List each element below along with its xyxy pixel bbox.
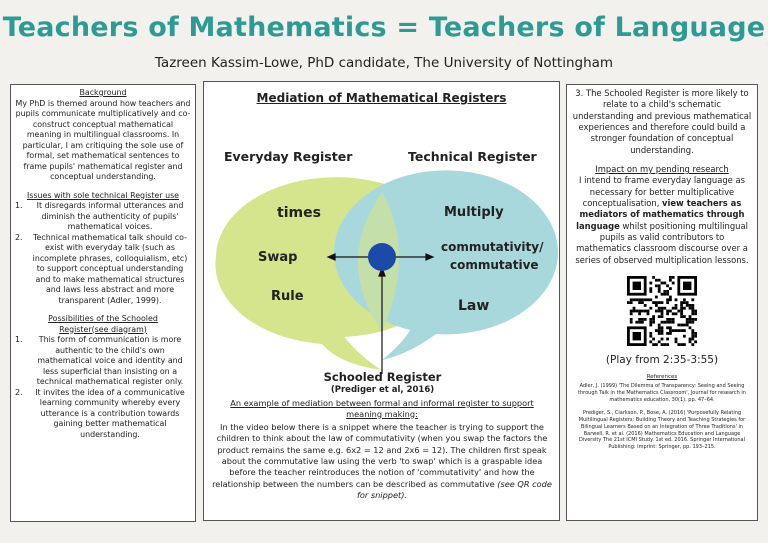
left-panel	[10, 84, 196, 522]
qr-code-graphic	[627, 276, 697, 346]
word-commutativity: commutativity/	[441, 240, 544, 254]
impact-heading: Impact on my pending research	[595, 164, 729, 175]
word-rule: Rule	[271, 289, 304, 304]
qr-code[interactable]	[627, 276, 697, 346]
example-heading: An example of mediation between formal and informal register to support meaning making:	[230, 398, 534, 419]
impact-pre: I intend to frame everyday language as necessary for better multiplicative conceptualisation,	[579, 175, 745, 209]
possibility-item	[15, 388, 191, 441]
word-law: Law	[458, 298, 490, 314]
point-three: 3. The Schooled Register is more likely to relate to a child's schematic understanding and previous mathematical experiences and therefore could build a stronger foundation of conceptual understanding.	[572, 88, 752, 155]
venn-diagram	[204, 82, 561, 392]
impact-text	[572, 175, 752, 266]
issue-text: Technical mathematical talk should co-exist with everyday talk (such as incomplete phrases, colloquialism, etc) to support conceptual understanding and to make mathematical structures and laws less abstract and more transparent (Adler, 1999).	[32, 232, 188, 305]
word-times: times	[277, 205, 321, 221]
schooled-register-label: Schooled Register	[323, 370, 442, 384]
impact-post: whilst positioning multilingual pupils as valid contributors to mathematics classroom discourse over a series of observed multiplication lessons.	[575, 220, 749, 265]
reference-item: Prediger, S., Clarkson, P., Bose, A. (2016) 'Purposefully Relating Multilingual Registers: Building Theory and Teaching Strategies for Bilingual Learners Based on an Integration of Three Traditions' in Barwell, R. et al. (2016) Mathematics Education and Language Diversity The 21st ICMI Study. 1st ed. 2016. Springer International Publishing: Imprint: Springer, pp. 193–215.	[578, 410, 746, 451]
poster-title: Teachers of Mathematics = Teachers of Language	[2, 12, 766, 43]
issue-number: 1.	[15, 201, 23, 210]
right-panel	[566, 84, 758, 521]
possibilities-heading: Possibilities of the Schooled	[48, 314, 158, 323]
issue-text: It disregards informal utterances and diminish the authenticity of pupils' mathematical voices.	[36, 201, 184, 231]
background-text: My PhD is themed around how teachers and pupils communicate multiplicatively and co-construct conceptual mathematical meaning in multilingual classrooms. In particular, I am critiquing the sole use of formal, set mathematical sentences to frame pupils' mathematical register and conceptual understanding.	[15, 98, 191, 181]
poster-subtitle: Tazreen Kassim-Lowe, PhD candidate, The University of Nottingham	[154, 55, 614, 71]
possibility-number: 2.	[15, 387, 23, 397]
schooled-register-citation: (Prediger et al, 2016)	[330, 385, 435, 395]
word-multiply: Multiply	[444, 205, 504, 220]
diagram-title: Mediation of Mathematical Registers	[256, 91, 507, 105]
technical-register-label: Technical Register	[408, 149, 537, 164]
background-heading: Background	[79, 88, 127, 97]
possibility-item	[15, 335, 191, 388]
everyday-register-label: Everyday Register	[224, 149, 353, 164]
possibility-text: It invites the idea of a communicative learning community whereby every utterance is a contribution towards gaining better mathematical understanding.	[35, 387, 185, 439]
issue-number: 2.	[15, 232, 23, 242]
word-commutative: commutative	[450, 258, 539, 272]
middle-panel	[203, 81, 560, 521]
word-swap: Swap	[258, 250, 298, 265]
example-text: In the video below there is a snippet where the teacher is trying to support the children to think about the law of commutativity (when you swap the factors the product remains the same e.g. 6x2 = 12 and 2x6 = 12). The children first speak about the commutative law using the verb 'to swap' which is a graspable idea before the teacher reintroduces the notion of 'commutativity' and how the relationship between the numbers can be described as commutative	[212, 422, 548, 489]
possibility-text: This form of communication is more authentic to the child's own mathematical voice and identity and less superficial than insisting on a technical mathematical register only.	[36, 335, 184, 386]
example-body	[210, 422, 554, 501]
issue-item	[15, 201, 191, 233]
issues-heading: Issues with sole technical Register use	[26, 190, 180, 200]
play-time: (Play from 2:35-3:55)	[605, 354, 719, 367]
centre-dot	[368, 243, 396, 271]
reference-item: Adler, J. (1999) 'The Dilemma of Transparency: Seeing and Seeing through Talk in the Mathematics Classroom', Journal for research in mathematics education, 30(1), pp. 47–64.	[578, 383, 746, 403]
example-qr-note: (see QR code for snippet).	[356, 478, 552, 500]
possibilities-heading-line2: Register(see diagram)	[59, 324, 147, 334]
impact-bold: view teachers as mediators of mathematics through language	[576, 198, 745, 231]
references-heading: References	[646, 374, 678, 381]
issue-item	[15, 233, 191, 307]
possibility-number: 1.	[15, 335, 23, 344]
